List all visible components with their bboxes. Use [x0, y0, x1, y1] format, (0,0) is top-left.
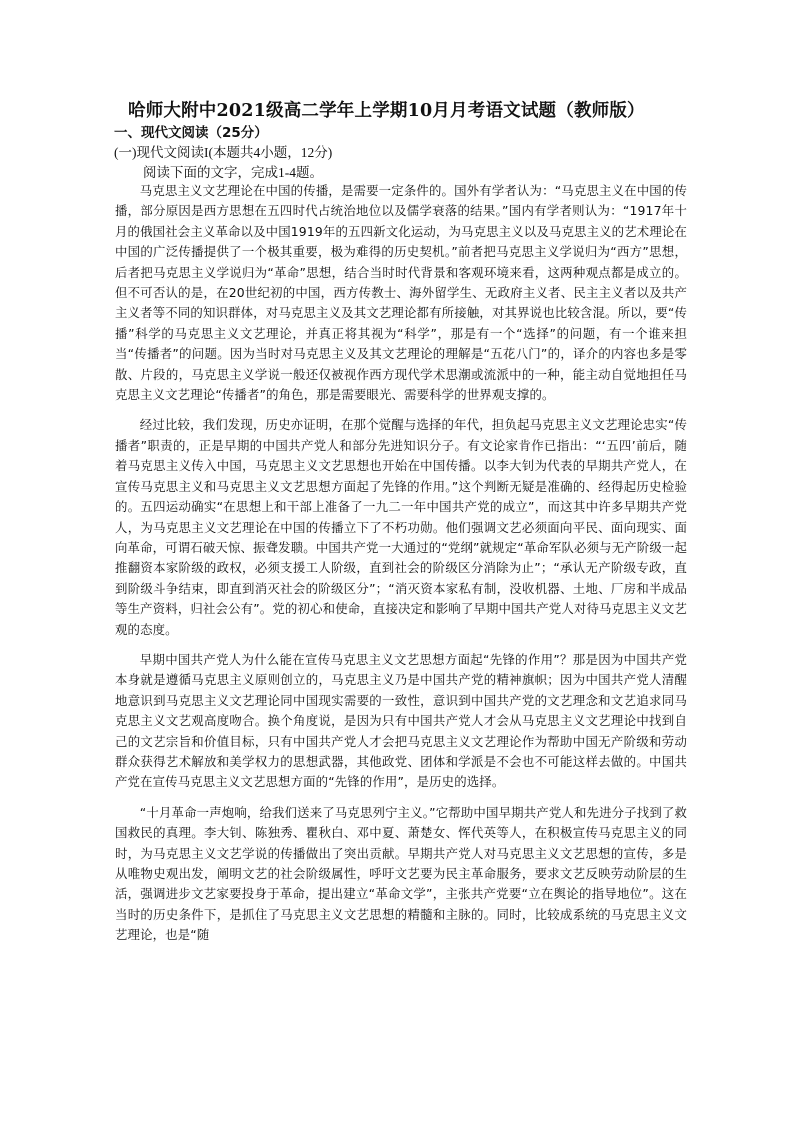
passage-paragraph-2: 经过比较，我们发现，历史亦证明，在那个觉醒与选择的年代，担负起马克思主义文艺理论忠实“传播者”职责的，正是早期的中国共产党人和部分先进知识分子。有文论家肯作已指出：“‘五四’前后，随着马克思主义传入中国，马克思主义文艺思想也开始在中国传播。以李大钊为代表的早期共产党人，在宣传马克思主义和马克思主义文艺思想方面起了先锋的作用。”这个判断无疑是准确的、经得起历史检验的。五四运动确实“在思想上和干部上准备了一九二一年中国共产党的成立”，而这其中许多早期共产党人，为马克思主义文艺理论在中国的传播立下了不朽功勋。他们强调文艺必须面向平民、面向现实、面向革命，可谓石破天惊、振聋发聩。中国共产党一大通过的“党纲”就规定“革命军队必须与无产阶级一起推翻资本家阶级的政权，必须支援工人阶级，直到社会的阶级区分消除为止”；“承认无产阶级专政，直到阶级斗争结束，即直到消灭社会的阶级区分”；“消灭资本家私有制，没收机器、土地、厂房和半成品等生产资料，归社会公有”。党的初心和使命，直接决定和影响了早期中国共产党人对待马克思主义文艺观的态度。 [115, 417, 687, 637]
passage-paragraph-1: 马克思主义文艺理论在中国的传播，是需要一定条件的。国外有学者认为：“马克思主义在中国的传播，部分原因是西方思想在五四时代占统治地位以及儒学衰落的结果。”国内有学者则认为：“1917年十月的俄国社会主义革命以及中国1919年的五四新文化运动，为马克思主义以及马克思主义的艺术理论在中国的广泛传播提供了一个极其重要，极为难得的历史契机。”前者把马克思主义学说归为“西方”思想，后者把马克思主义学说归为“革命”思想，结合当时时代背景和客观环境来看，这两种观点都是成立的。但不可否认的是，在20世纪初的中国，西方传教士、海外留学生、无政府主义者、民主主义者以及共产主义者等不同的知识群体，对马克思主义及其文艺理论都有所接触，对其界说也比较含混。所以，要“传播”科学的马克思主义文艺理论，并真正将其视为“科学”，那是有一个“选择”的问题，有一个谁来担当“传播者”的问题。因为当时对马克思主义及其文艺理论的理解是“五花八门”的，译介的内容也多是零散、片段的，马克思主义学说一般还仅被视作西方现代学术思潮或流派中的一种，能主动自觉地担任马克思主义文艺理论“传播者”的角色，那是需要眼光、需要科学的世界观支撑的。 [115, 183, 687, 403]
reading-instruction: 阅读下面的文字，完成1-4题。 [143, 165, 323, 180]
subsection-heading: (一)现代文阅读I(本题共4小题，12分) [114, 145, 333, 160]
passage-paragraph-4: “十月革命一声炮响，给我们送来了马克思列宁主义。”它帮助中国早期共产党人和先进分子找到了救国救民的真理。李大钊、陈独秀、瞿秋白、邓中夏、萧楚女、恽代英等人，在积极宣传马克思主义的同时，为马克思主义文艺学说的传播做出了突出贡献。早期共产党人对马克思主义文艺思想的宣传，多是从唯物史观出发，阐明文艺的社会阶级属性，呼吁文艺要为民主革命服务，要求文艺反映劳动阶层的生活，强调进步文艺家要投身于革命，提出建立“革命文学”，主张共产党要“立在舆论的指导地位”。这在当时的历史条件下，是抓住了马克思主义文艺思想的精髓和主脉的。同时，比较成系统的马克思主义文艺理论，也是“随 [115, 804, 687, 943]
exam-title: 哈师大附中2021级高二学年上学期10月月考语文试题（教师版） [128, 101, 645, 121]
passage-body [115, 181, 687, 946]
passage-paragraph-3: 早期中国共产党人为什么能在宣传马克思主义文艺思想方面起“先锋的作用”？那是因为中国共产党本身就是遵循马克思主义原则创立的，马克思主义乃是中国共产党的精神旗帜；因为中国共产党人清醒地意识到马克思主义文艺理论同中国现实需要的一致性，意识到中国共产党的文艺理念和文艺追求同马克思主义文艺观高度吻合。换个角度说，是因为只有中国共产党人才会从马克思主义文艺理论中找到自己的文艺宗旨和价值目标，只有中国共产党人才会把马克思主义文艺理论作为帮助中国无产阶级和劳动群众获得艺术解放和美学权力的思想武器，其他政党、团体和学派是不会也不可能这样去做的。中国共产党在宣传马克思主义文艺思想方面的“先锋的作用”，是历史的选择。 [115, 651, 687, 790]
section-heading: 一、现代文阅读（25分） [114, 125, 268, 141]
